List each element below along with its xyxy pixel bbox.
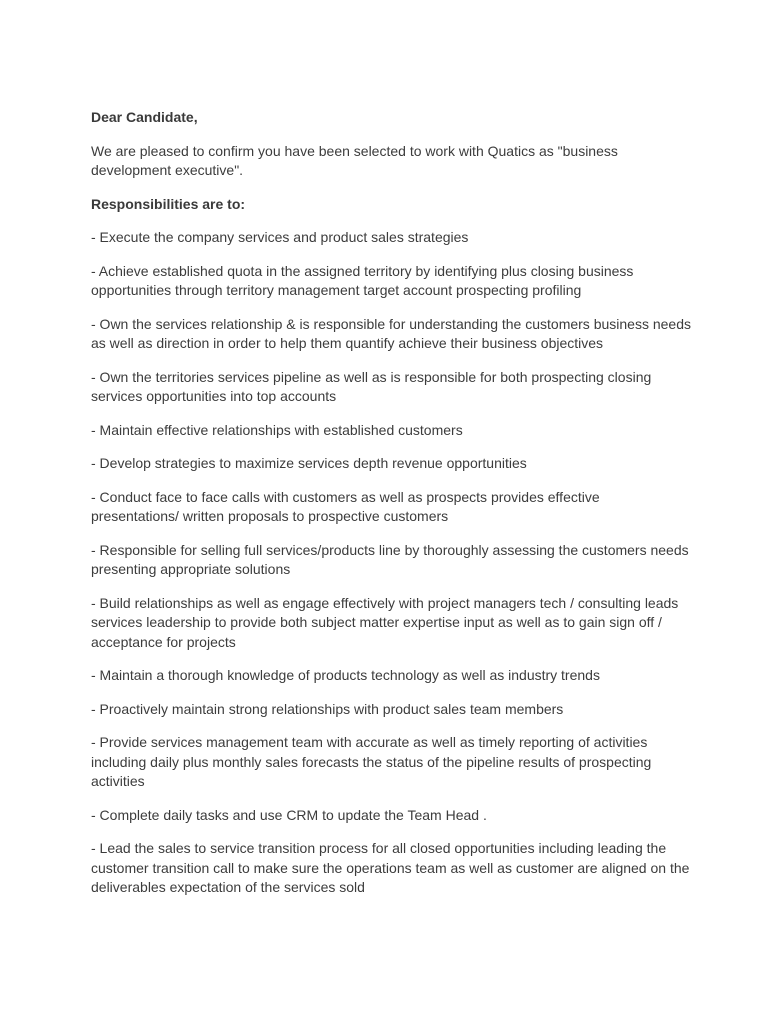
letter-page — [91, 108, 691, 912]
list-item: - Execute the company services and product sales strategies — [91, 229, 469, 245]
list-item: - Conduct face to face calls with customers as well as prospects provides effective presentations/ written proposals to prospective customers — [91, 488, 600, 524]
salutation: Dear Candidate, — [91, 109, 198, 125]
list-item: - Provide services management team with accurate as well as timely reporting of activities including daily plus monthly sales forecasts the status of the pipeline results of prospecting activities — [91, 734, 652, 789]
list-item: - Achieve established quota in the assigned territory by identifying plus closing business opportunities through territory management target account prospecting profiling — [91, 262, 634, 298]
list-item: - Responsible for selling full services/products line by thoroughly assessing the customers needs presenting appropriate solutions — [91, 541, 689, 577]
responsibilities-list — [91, 228, 691, 898]
list-item: - Build relationships as well as engage effectively with project managers tech / consulting leads services leadership to provide both subject matter expertise input as well as to gain sign off / acceptance for projects — [91, 594, 679, 650]
list-item: - Develop strategies to maximize services depth revenue opportunities — [91, 455, 527, 471]
list-item: - Maintain effective relationships with established customers — [91, 421, 463, 438]
list-item: - Proactively maintain strong relationships with product sales team members — [91, 700, 564, 717]
responsibilities-heading: Responsibilities are to: — [91, 195, 246, 212]
list-item: - Lead the sales to service transition process for all closed opportunities including leading the customer transition call to make sure the operations team as well as customer are aligned on the deliverables expectation of the services sold — [91, 840, 690, 895]
list-item: - Own the territories services pipeline as well as is responsible for both prospecting closing services opportunities into top accounts — [91, 368, 652, 404]
list-item: - Maintain a thorough knowledge of products technology as well as industry trends — [91, 667, 600, 683]
list-item: - Own the services relationship & is responsible for understanding the customers business needs as well as direction in order to help them quantify achieve their business objectives — [91, 315, 691, 351]
intro-paragraph: We are pleased to confirm you have been selected to work with Quatics as "business development executive". — [91, 142, 618, 178]
list-item: - Complete daily tasks and use CRM to update the Team Head . — [91, 806, 487, 823]
